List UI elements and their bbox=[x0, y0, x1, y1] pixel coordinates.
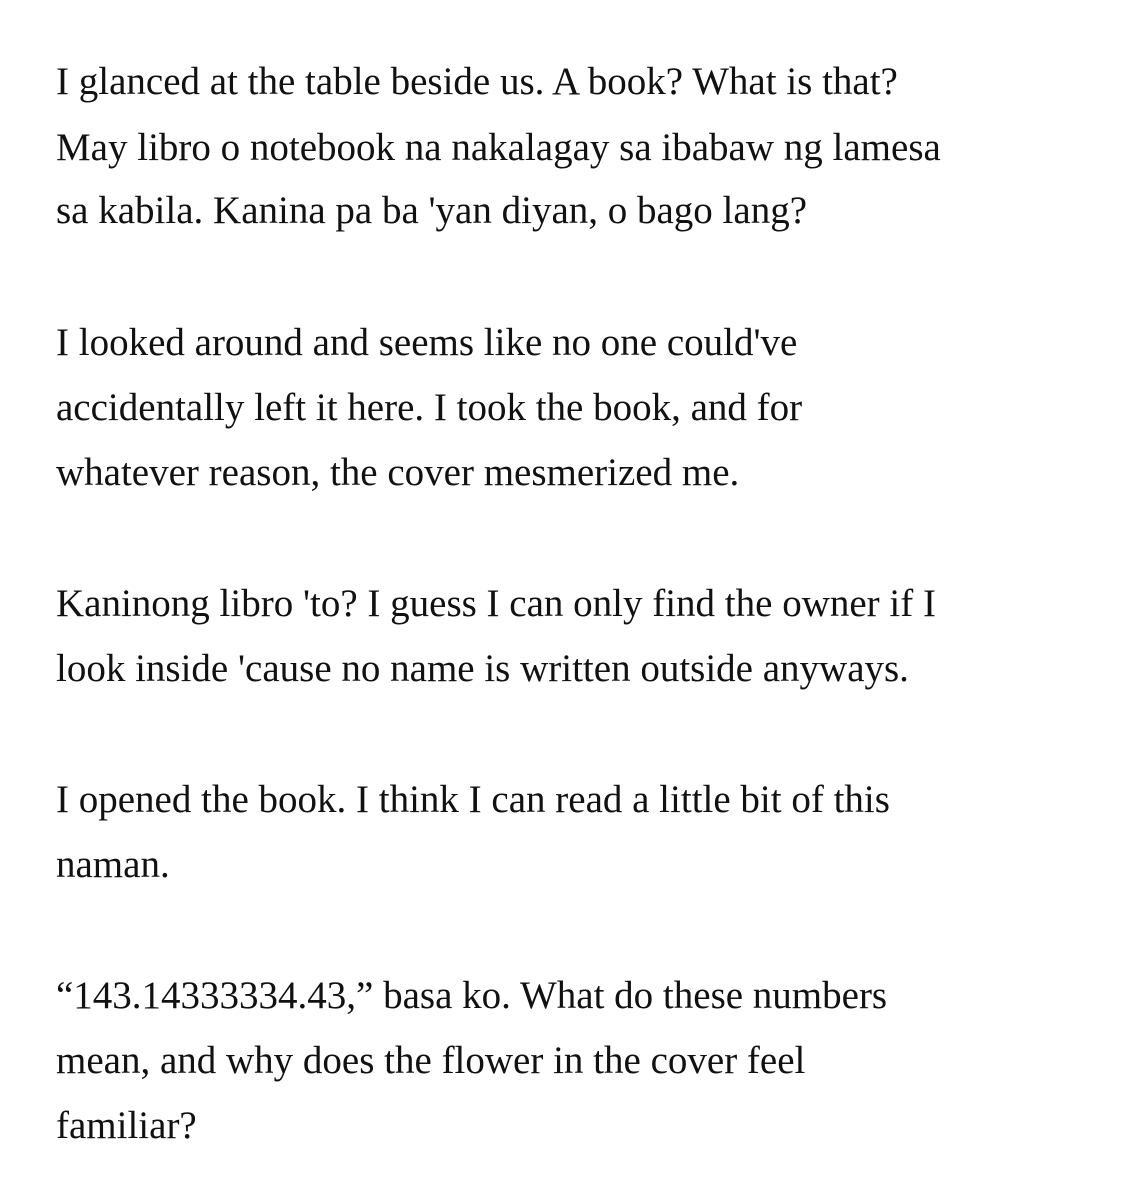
paragraph-5-line-2: mean, and why does the flower in the cover feel bbox=[56, 1039, 806, 1082]
paragraph-3-line-2: look inside 'cause no name is written outside anyways. bbox=[56, 647, 909, 690]
paragraph-2-line-3: whatever reason, the cover mesmerized me. bbox=[56, 451, 740, 494]
paragraph-1-line-3: sa kabila. Kanina pa ba 'yan diyan, o bago lang? bbox=[56, 189, 808, 232]
paragraph-2-line-2: accidentally left it here. I took the book, and for bbox=[56, 386, 803, 429]
paragraph-3-line-1: Kaninong libro 'to? I guess I can only find the owner if I bbox=[56, 582, 936, 625]
paragraph-1-line-2: May libro o notebook na nakalagay sa ibabaw ng lamesa bbox=[56, 126, 941, 169]
paragraph-2-line-1: I looked around and seems like no one could've bbox=[56, 321, 798, 364]
paragraph-5-line-3: familiar? bbox=[56, 1104, 197, 1147]
paragraph-4-line-2: naman. bbox=[56, 843, 170, 886]
paragraph-4-line-1: I opened the book. I think I can read a little bit of this bbox=[56, 778, 890, 821]
paragraph-5-line-1: “143.14333334.43,” basa ko. What do these numbers bbox=[56, 974, 888, 1017]
paragraph-1-line-1: I glanced at the table beside us. A book? What is that? bbox=[56, 60, 898, 103]
